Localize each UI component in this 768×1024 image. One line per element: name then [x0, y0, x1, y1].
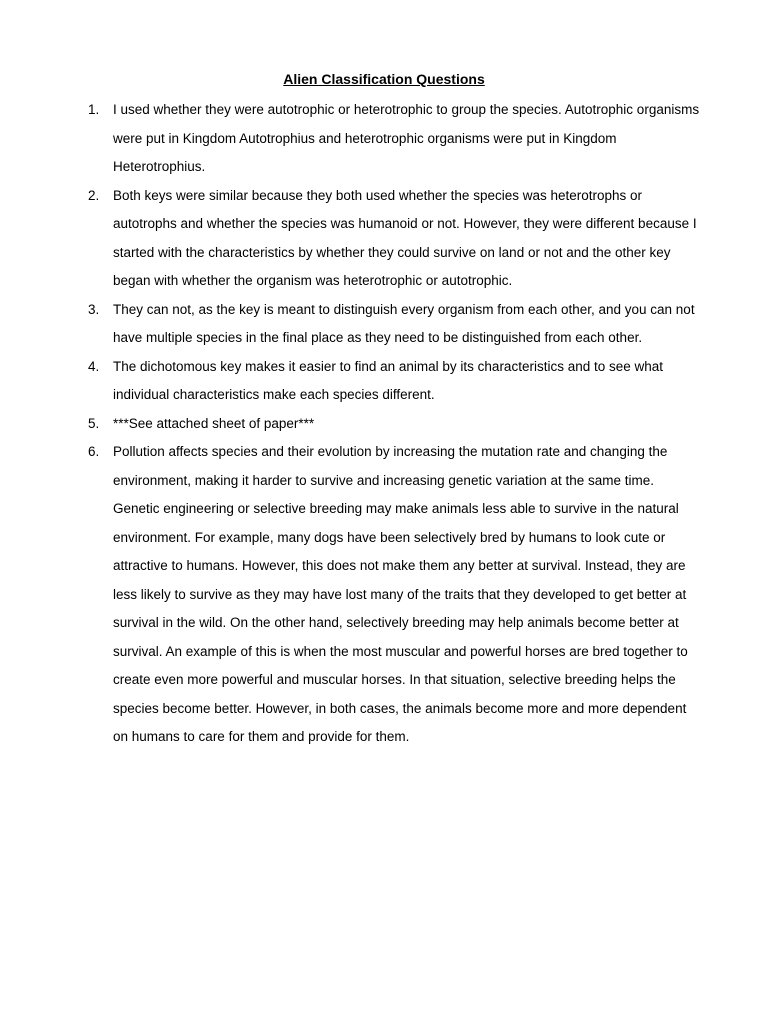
- question-number: 5.: [88, 415, 100, 431]
- question-item-3: [88, 296, 700, 353]
- question-text: Pollution affects species and their evolution by increasing the mutation rate and changing the environment, making it harder to survive and increasing genetic variation at the same time. Genetic engineering or selective breeding may make animals less able to survive in the natural environment. For example, many dogs have been selectively bred by humans to look cute or attractive to humans. However, this does not make them any better at survival. Instead, they are less likely to survive as they may have lost many of the traits that they developed to get better at survival in the wild. On the other hand, selectively breeding may help animals become better at survival. An example of this is when the most muscular and powerful horses are bred together to create even more powerful and muscular horses. In that situation, selective breeding helps the species become better. However, in both cases, the animals become more and more dependent on humans to care for them and provide for them.: [113, 444, 688, 744]
- question-number: 1.: [88, 102, 100, 117]
- question-number: 3.: [88, 301, 100, 317]
- question-number: 4.: [88, 358, 100, 374]
- question-item-5: [88, 410, 700, 439]
- document-title: Alien Classification Questions: [283, 71, 485, 87]
- question-text: Both keys were similar because they both used whether the species was heterotrophs or autotrophs and whether the species was humanoid or not. However, they were different because I started with the characteristics by whether they could survive on land or not and the other key began with whether the organism was heterotrophic or autotrophic.: [113, 187, 697, 288]
- question-item-2: [88, 182, 700, 296]
- question-item-1: [88, 96, 700, 182]
- question-text: They can not, as the key is meant to distinguish every organism from each other, and you can not have multiple species in the final place as they need to be distinguished from each other.: [113, 301, 695, 345]
- question-text: The dichotomous key makes it easier to find an animal by its characteristics and to see what individual characteristics make each species different.: [113, 358, 664, 402]
- question-text: ***See attached sheet of paper***: [113, 415, 315, 431]
- question-item-6: [88, 438, 700, 752]
- question-number: 2.: [88, 187, 100, 203]
- question-number: 6.: [88, 444, 100, 459]
- question-item-4: [88, 353, 700, 410]
- question-list: [88, 96, 700, 752]
- question-text: I used whether they were autotrophic or heterotrophic to group the species. Autotrophic organisms were put in Kingdom Autotrophius and heterotrophic organisms were put in Kingdom Heterotrophius.: [113, 102, 700, 174]
